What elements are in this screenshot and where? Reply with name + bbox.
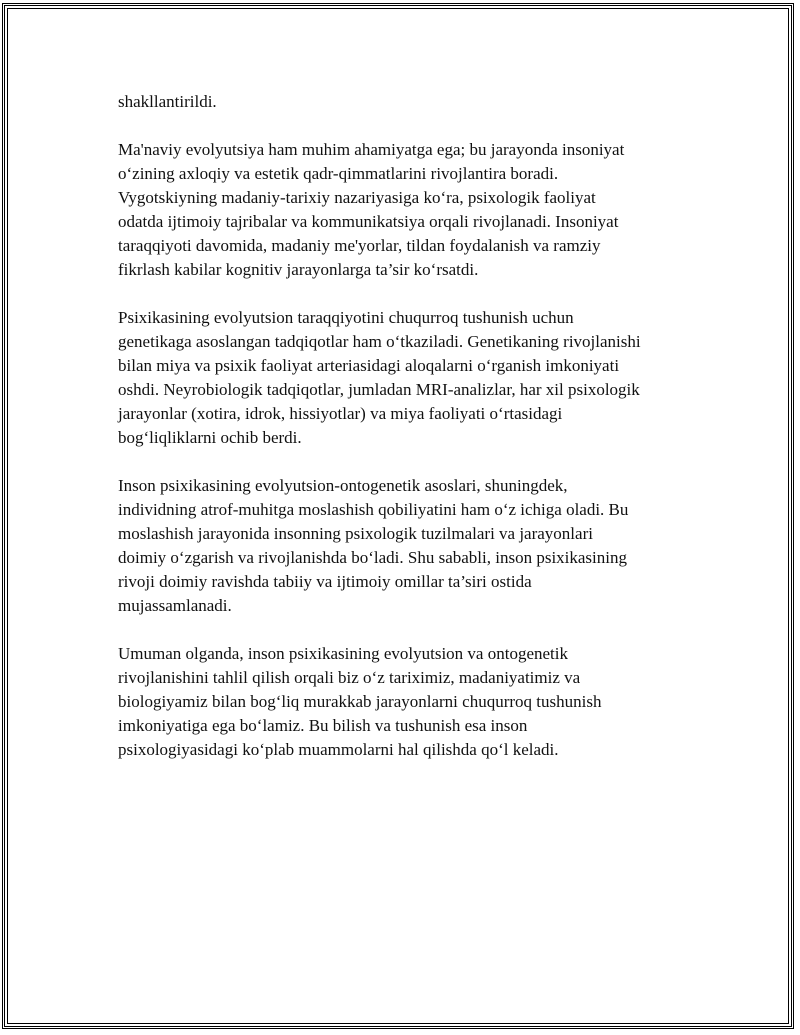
- paragraph-3: Psixikasining evolyutsion taraqqiyotini chuqurroq tushunish uchun genetikaga asoslangan tadqiqotlar ham o‘tkaziladi. Genetikaning rivojlanishi bilan miya va psixik faoliyat arteriasidagi aloqalarni o‘rganish imkoniyati oshdi. Neyrobiologik tadqiqotlar, jumladan MRI-analizlar, har xil psixologik jarayonlar (xotira, idrok, hissiyotlar) va miya faoliyati o‘rtasidagi bog‘liqliklarni ochib berdi.: [118, 308, 641, 447]
- paragraph-1: shakllantirildi.: [118, 92, 217, 111]
- paragraph-2: Ma'naviy evolyutsiya ham muhim ahamiyatga ega; bu jarayonda insoniyat o‘zining axloqiy va estetik qadr-qimmatlarini rivojlantira boradi. Vygotskiyning madaniy-tarixiy nazariyasiga ko‘ra, psixologik faoliyat odatda ijtimoiy tajribalar va kommunikatsiya orqali rivojlanadi. Insoniyat taraqqiyoti davomida, madaniy me'yorlar, tildan foydalanish va ramziy fikrlash kabilar kognitiv jarayonlarga ta’sir ko‘rsatdi.: [118, 140, 625, 279]
- paragraph-4: Inson psixikasining evolyutsion-ontogenetik asoslari, shuningdek, individning atrof-muhitga moslashish qobiliyatini ham o‘z ichiga oladi. Bu moslashish jarayonida insonning psixologik tuzilmalari va jarayonlari doimiy o‘zgarish va rivojlanishda bo‘ladi. Shu sababli, inson psixikasining rivoji doimiy ravishda tabiiy va ijtimoiy omillar ta’siri ostida mujassamlanadi.: [118, 476, 629, 615]
- paragraph-5: Umuman olganda, inson psixikasining evolyutsion va ontogenetik rivojlanishini tahlil qilish orqali biz o‘z tariximiz, madaniyatimiz va biologiyamiz bilan bog‘liq murakkab jarayonlarni chuqurroq tushunish imkoniyatiga ega bo‘lamiz. Bu bilish va tushunish esa inson psixologiyasidagi ko‘plab muammolarni hal qilishda qo‘l keladi.: [118, 644, 602, 759]
- document-body: [118, 90, 688, 786]
